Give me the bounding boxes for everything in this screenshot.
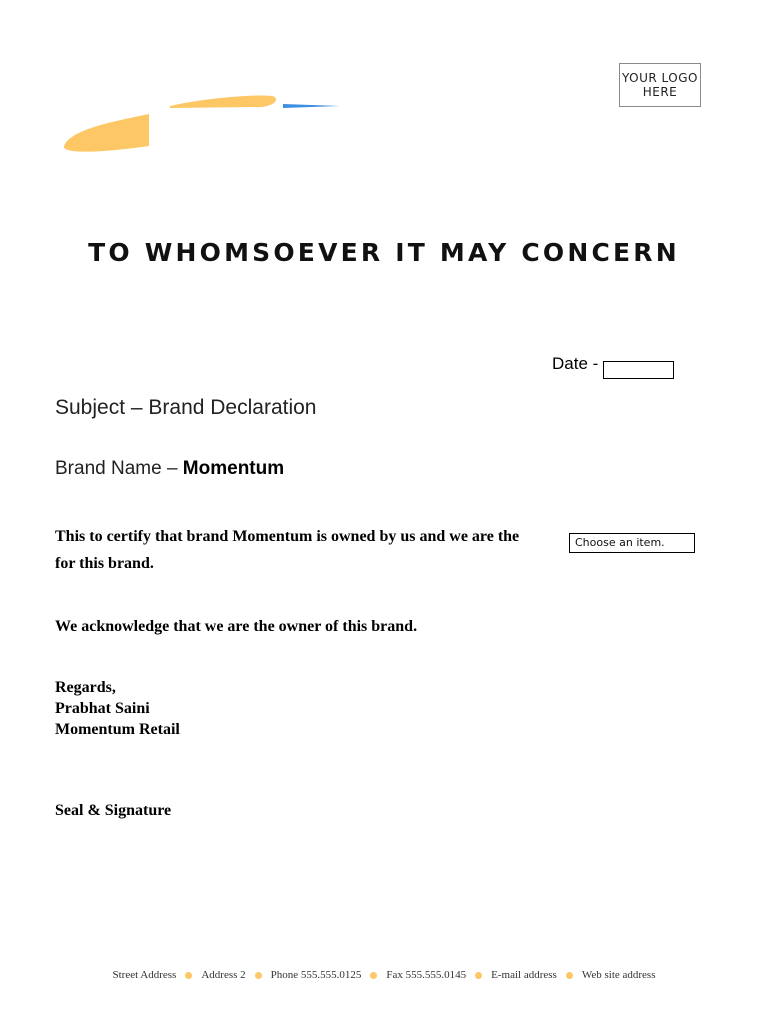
page-title: TO WHOMSOEVER IT MAY CONCERN — [88, 238, 680, 267]
certification-text-2: for this brand. — [55, 555, 154, 572]
date-field[interactable] — [603, 361, 674, 379]
footer-email: E-mail address — [491, 969, 557, 981]
footer-street-address: Street Address — [112, 969, 177, 981]
footer-bullet-icon — [566, 972, 573, 979]
date-label: Date - — [552, 354, 599, 373]
footer-bullet-icon — [255, 972, 262, 979]
brand-name-label: Brand Name – — [55, 458, 178, 479]
seal-signature-label: Seal & Signature — [55, 802, 172, 819]
signer-name: Prabhat Saini — [55, 700, 150, 717]
brand-name-line — [55, 458, 284, 480]
company-name: Momentum Retail — [55, 721, 180, 738]
relationship-dropdown[interactable]: Choose an item. — [569, 533, 695, 553]
subject-line: Subject – Brand Declaration — [55, 396, 317, 419]
regards-line: Regards, — [55, 679, 116, 696]
certification-paragraph — [55, 523, 575, 577]
footer — [0, 969, 768, 981]
yellow-swoosh-left — [64, 114, 149, 152]
footer-phone: Phone 555.555.0125 — [270, 969, 362, 981]
date-row — [552, 354, 674, 379]
footer-address-2: Address 2 — [201, 969, 246, 981]
signature-block — [55, 677, 180, 740]
footer-fax: Fax 555.555.0145 — [386, 969, 467, 981]
yellow-swoosh-right — [170, 96, 276, 108]
footer-website: Web site address — [581, 969, 656, 981]
footer-bullet-icon — [185, 972, 192, 979]
acknowledgement-paragraph: We acknowledge that we are the owner of this brand. — [55, 618, 418, 635]
brand-name-value: Momentum — [182, 458, 285, 479]
logo-text-line2: HERE — [642, 85, 678, 99]
footer-bullet-icon — [475, 972, 482, 979]
certification-text-1: This to certify that brand Momentum is owned by us and we are the — [55, 528, 520, 545]
logo-placeholder[interactable] — [619, 63, 701, 107]
logo-text-line1: YOUR LOGO — [621, 71, 698, 85]
footer-bullet-icon — [370, 972, 377, 979]
blue-swoosh — [283, 104, 340, 108]
